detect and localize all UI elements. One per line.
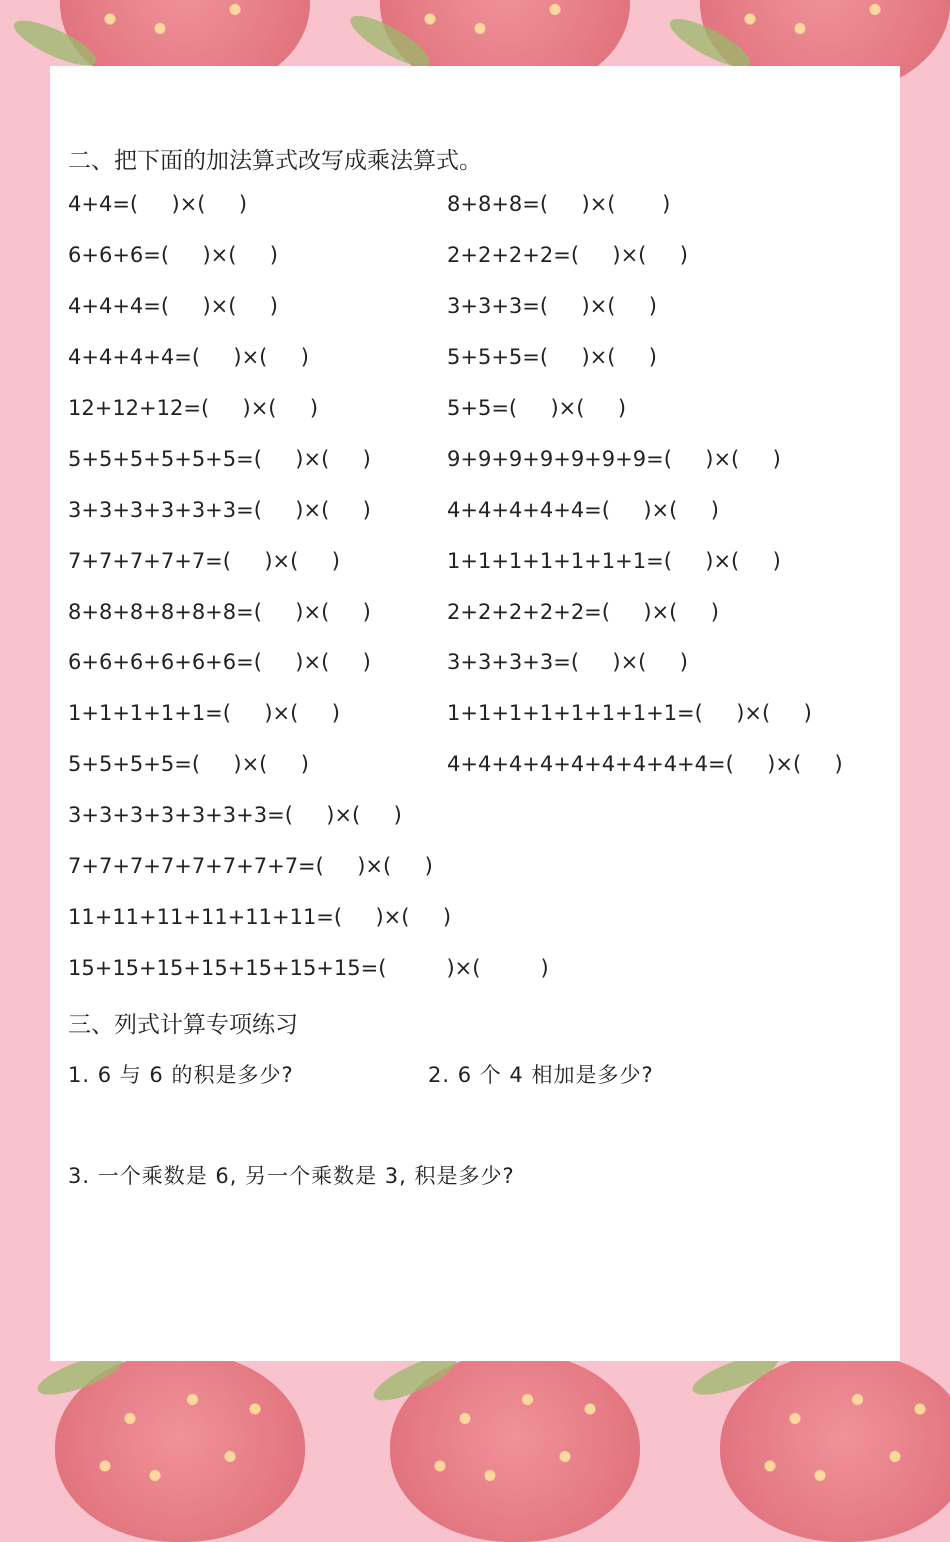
equation-right-4: 5+5+5=( )×( ) <box>447 345 657 369</box>
section-2-title: 二、把下面的加法算式改写成乘法算式。 <box>68 148 482 174</box>
equation-left-5: 12+12+12=( )×( ) <box>68 396 319 420</box>
equation-left-15: 11+11+11+11+11+11=( )×( ) <box>68 905 452 929</box>
equation-right-5: 5+5=( )×( ) <box>447 396 627 420</box>
equation-left-8: 7+7+7+7+7=( )×( ) <box>68 549 340 573</box>
equation-right-2: 2+2+2+2=( )×( ) <box>447 243 688 267</box>
equation-left-4: 4+4+4+4=( )×( ) <box>68 345 309 369</box>
equation-left-7: 3+3+3+3+3+3=( )×( ) <box>68 498 371 522</box>
equation-left-2: 6+6+6=( )×( ) <box>68 243 278 267</box>
section-3-title: 三、列式计算专项练习 <box>68 1012 298 1038</box>
equation-right-7: 4+4+4+4+4=( )×( ) <box>447 498 719 522</box>
equation-left-14: 7+7+7+7+7+7+7+7=( )×( ) <box>68 854 433 878</box>
equation-left-10: 6+6+6+6+6+6=( )×( ) <box>68 650 371 674</box>
equation-right-1: 8+8+8=( )×( ) <box>447 192 671 216</box>
equation-right-6: 9+9+9+9+9+9+9=( )×( ) <box>447 447 781 471</box>
equation-right-12: 4+4+4+4+4+4+4+4+4=( )×( ) <box>447 752 843 776</box>
equation-left-6: 5+5+5+5+5+5=( )×( ) <box>68 447 371 471</box>
equation-right-11: 1+1+1+1+1+1+1+1=( )×( ) <box>447 701 812 725</box>
question-2: 2. 6 个 4 相加是多少? <box>428 1063 654 1087</box>
equation-left-3: 4+4+4=( )×( ) <box>68 294 278 318</box>
equation-left-16: 15+15+15+15+15+15+15=( )×( ) <box>68 956 549 980</box>
equation-left-13: 3+3+3+3+3+3+3=( )×( ) <box>68 803 402 827</box>
equation-right-8: 1+1+1+1+1+1+1=( )×( ) <box>447 549 781 573</box>
equation-left-12: 5+5+5+5=( )×( ) <box>68 752 309 776</box>
equation-left-11: 1+1+1+1+1=( )×( ) <box>68 701 340 725</box>
equation-right-9: 2+2+2+2+2=( )×( ) <box>447 600 719 624</box>
equation-left-1: 4+4=( )×( ) <box>68 192 248 216</box>
equation-right-3: 3+3+3=( )×( ) <box>447 294 657 318</box>
equation-right-10: 3+3+3+3=( )×( ) <box>447 650 688 674</box>
question-3: 3. 一个乘数是 6, 另一个乘数是 3, 积是多少? <box>68 1164 515 1188</box>
question-1: 1. 6 与 6 的积是多少? <box>68 1063 294 1087</box>
equation-left-9: 8+8+8+8+8+8=( )×( ) <box>68 600 371 624</box>
